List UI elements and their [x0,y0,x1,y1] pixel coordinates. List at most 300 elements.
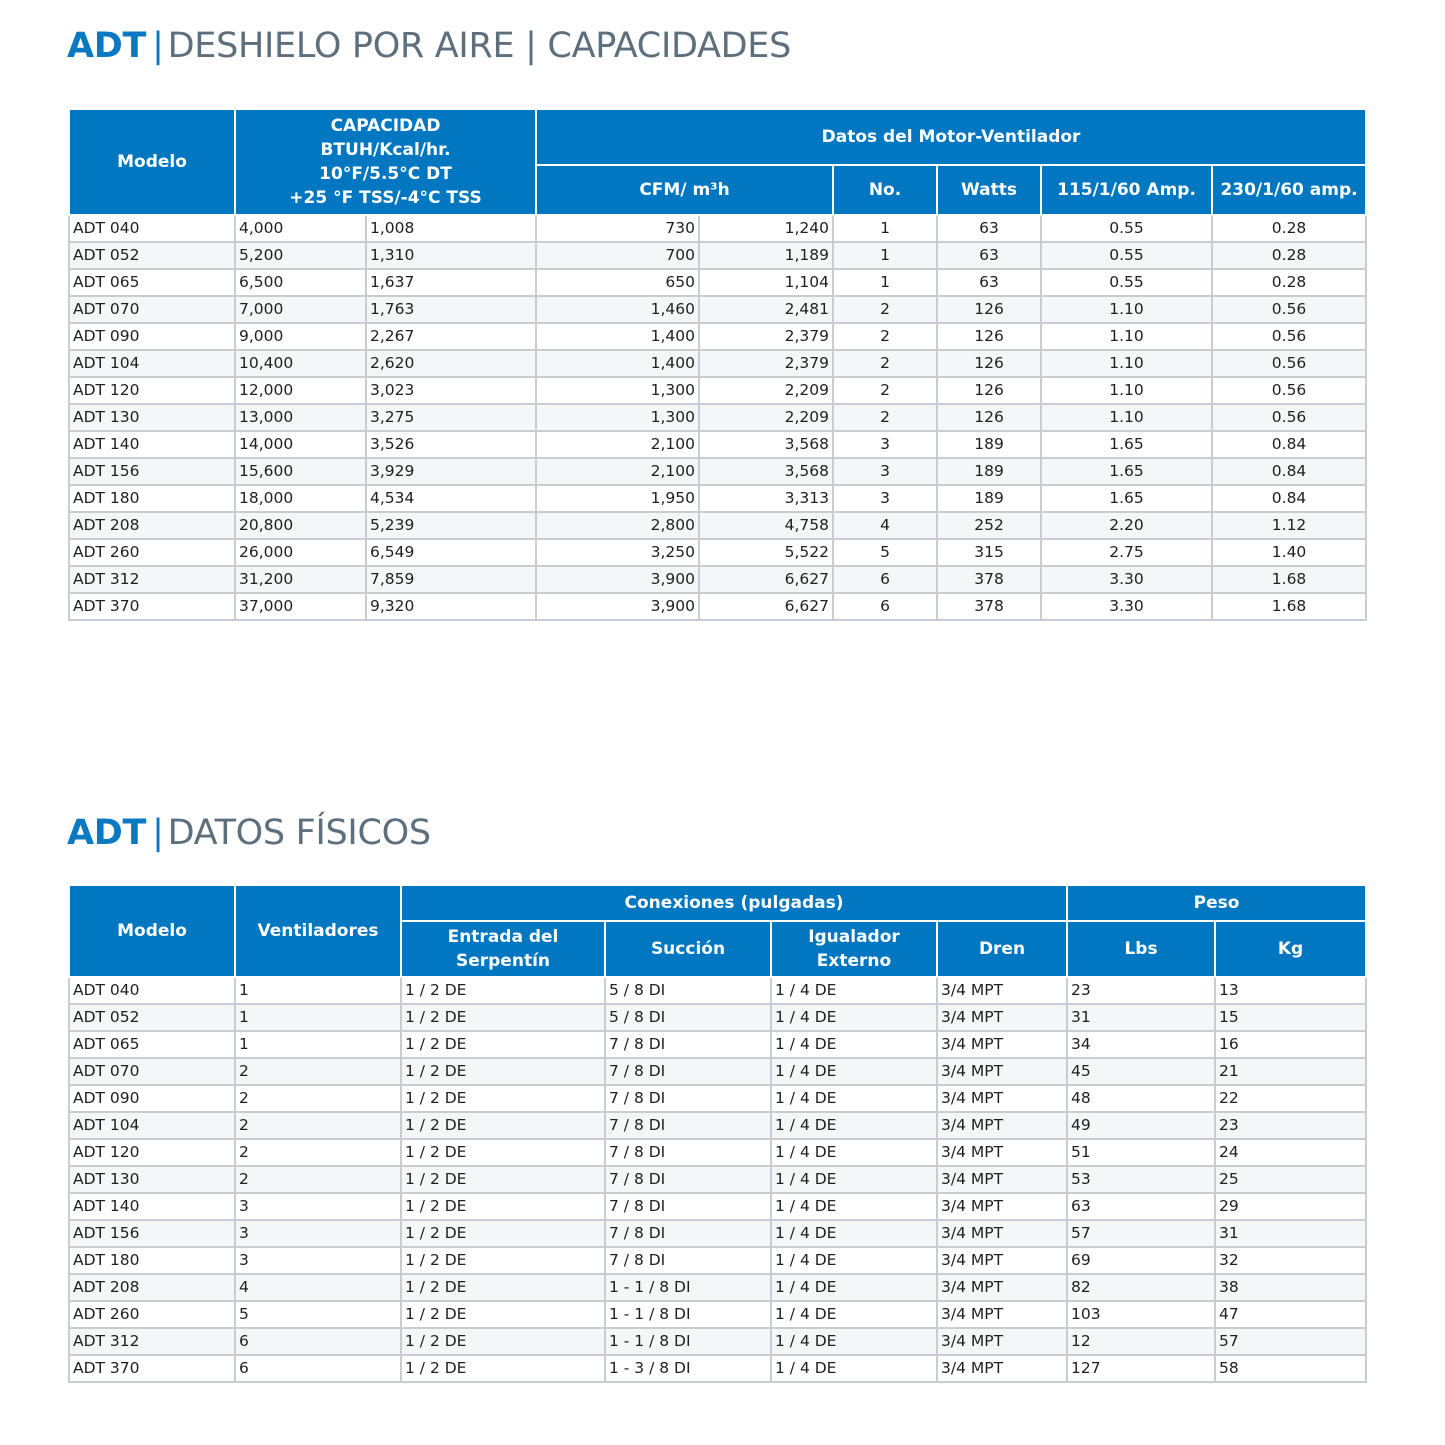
cell-kcal: 3,929 [366,458,536,485]
cell-kg: 32 [1215,1247,1366,1274]
header-igualador [771,921,937,977]
cell-watts: 63 [937,215,1041,242]
table-row [69,1139,1366,1166]
cell-no: 1 [833,215,937,242]
cell-ventiladores: 1 [235,1004,401,1031]
cell-kg: 22 [1215,1085,1366,1112]
cell-amp115: 2.75 [1041,539,1212,566]
cell-modelo: ADT 312 [69,1328,235,1355]
cell-watts: 63 [937,242,1041,269]
header-capacidad-line2: BTUH/Kcal/hr. [320,140,451,160]
cell-modelo: ADT 070 [69,296,235,323]
cell-kcal: 2,267 [366,323,536,350]
cell-amp230: 0.56 [1212,377,1366,404]
table-row [69,1193,1366,1220]
header-capacidad-line4: +25 °F TSS/-4°C TSS [289,188,482,208]
cell-watts: 252 [937,512,1041,539]
cell-lbs: 51 [1067,1139,1215,1166]
cell-modelo: ADT 120 [69,377,235,404]
cell-modelo: ADT 130 [69,1166,235,1193]
cell-dren: 3/4 MPT [937,1058,1067,1085]
cell-kg: 31 [1215,1220,1366,1247]
table-row [69,1166,1366,1193]
header-entrada-line2: Serpentín [455,951,550,971]
cell-dren: 3/4 MPT [937,977,1067,1004]
cell-amp230: 0.84 [1212,485,1366,512]
cell-amp230: 0.56 [1212,350,1366,377]
header-capacidad-line1: CAPACIDAD [330,116,441,136]
cell-lbs: 31 [1067,1004,1215,1031]
cell-succion: 1 - 1 / 8 DI [605,1301,771,1328]
cell-modelo: ADT 104 [69,1112,235,1139]
header-succion: Succión [605,921,771,977]
cell-cfm: 700 [536,242,699,269]
table-row [69,1220,1366,1247]
table-row [69,1058,1366,1085]
cell-kcal: 1,763 [366,296,536,323]
cell-cfm: 3,900 [536,566,699,593]
table-row [69,1031,1366,1058]
table-row [69,1004,1366,1031]
cell-amp230: 0.56 [1212,404,1366,431]
cell-no: 5 [833,539,937,566]
cell-m3h: 6,627 [699,593,833,620]
table-row [69,350,1366,377]
cell-m3h: 2,209 [699,377,833,404]
cell-amp230: 0.28 [1212,215,1366,242]
cell-btuh: 7,000 [235,296,366,323]
cell-kcal: 2,620 [366,350,536,377]
cell-modelo: ADT 040 [69,977,235,1004]
cell-kg: 21 [1215,1058,1366,1085]
cell-amp115: 0.55 [1041,215,1212,242]
cell-kg: 58 [1215,1355,1366,1382]
table-row [69,977,1366,1004]
table-row [69,431,1366,458]
header-dren: Dren [937,921,1067,977]
cell-modelo: ADT 052 [69,1004,235,1031]
cell-kg: 57 [1215,1328,1366,1355]
cell-amp230: 1.68 [1212,566,1366,593]
table-row [69,1085,1366,1112]
cell-m3h: 4,758 [699,512,833,539]
cell-watts: 378 [937,593,1041,620]
title-text: DESHIELO POR AIRE | CAPACIDADES [167,26,792,66]
cell-dren: 3/4 MPT [937,1139,1067,1166]
cell-lbs: 48 [1067,1085,1215,1112]
cell-succion: 7 / 8 DI [605,1058,771,1085]
cell-entrada: 1 / 2 DE [401,1166,605,1193]
cell-entrada: 1 / 2 DE [401,1085,605,1112]
cell-kg: 23 [1215,1112,1366,1139]
cell-kg: 13 [1215,977,1366,1004]
cell-lbs: 49 [1067,1112,1215,1139]
cell-dren: 3/4 MPT [937,1328,1067,1355]
header-entrada-line1: Entrada del [447,927,559,947]
cell-ventiladores: 3 [235,1220,401,1247]
cell-kg: 15 [1215,1004,1366,1031]
cell-kg: 16 [1215,1031,1366,1058]
header-modelo: Modelo [69,109,235,215]
table-row [69,1274,1366,1301]
cell-igualador: 1 / 4 DE [771,1004,937,1031]
cell-entrada: 1 / 2 DE [401,1031,605,1058]
cell-modelo: ADT 156 [69,1220,235,1247]
title-brand: ADT [67,26,147,66]
cell-m3h: 3,313 [699,485,833,512]
cell-amp230: 1.40 [1212,539,1366,566]
cell-cfm: 1,300 [536,404,699,431]
cell-modelo: ADT 090 [69,1085,235,1112]
cell-watts: 378 [937,566,1041,593]
cell-ventiladores: 5 [235,1301,401,1328]
cell-amp115: 1.10 [1041,377,1212,404]
cell-succion: 1 - 3 / 8 DI [605,1355,771,1382]
cell-modelo: ADT 140 [69,1193,235,1220]
table-row [69,377,1366,404]
cell-igualador: 1 / 4 DE [771,1112,937,1139]
cell-kg: 47 [1215,1301,1366,1328]
cell-modelo: ADT 208 [69,1274,235,1301]
cell-btuh: 20,800 [235,512,366,539]
table-row [69,242,1366,269]
cell-lbs: 45 [1067,1058,1215,1085]
cell-dren: 3/4 MPT [937,1247,1067,1274]
cell-ventiladores: 2 [235,1058,401,1085]
table-row [69,458,1366,485]
cell-amp115: 1.10 [1041,323,1212,350]
cell-ventiladores: 6 [235,1355,401,1382]
cell-dren: 3/4 MPT [937,1274,1067,1301]
cell-ventiladores: 1 [235,977,401,1004]
cell-modelo: ADT 065 [69,269,235,296]
cell-igualador: 1 / 4 DE [771,1193,937,1220]
cell-ventiladores: 4 [235,1274,401,1301]
cell-amp115: 2.20 [1041,512,1212,539]
cell-watts: 189 [937,431,1041,458]
title-separator: | [152,813,164,853]
cell-modelo: ADT 156 [69,458,235,485]
cell-btuh: 6,500 [235,269,366,296]
physical-table [68,884,1367,1383]
cell-amp115: 0.55 [1041,269,1212,296]
cell-watts: 126 [937,296,1041,323]
header-peso-group: Peso [1067,885,1366,921]
header-igualador-line2: Externo [816,951,892,971]
cell-amp115: 1.65 [1041,485,1212,512]
cell-entrada: 1 / 2 DE [401,1139,605,1166]
cell-igualador: 1 / 4 DE [771,1220,937,1247]
cell-kcal: 3,023 [366,377,536,404]
cell-watts: 126 [937,350,1041,377]
cell-amp230: 0.56 [1212,323,1366,350]
cell-ventiladores: 2 [235,1139,401,1166]
header-watts: Watts [937,165,1041,215]
cell-amp230: 0.84 [1212,431,1366,458]
cell-cfm: 3,900 [536,593,699,620]
cell-btuh: 31,200 [235,566,366,593]
cell-no: 6 [833,593,937,620]
cell-m3h: 1,189 [699,242,833,269]
cell-no: 4 [833,512,937,539]
cell-igualador: 1 / 4 DE [771,1166,937,1193]
cell-modelo: ADT 208 [69,512,235,539]
cell-m3h: 3,568 [699,431,833,458]
cell-entrada: 1 / 2 DE [401,1058,605,1085]
cell-kcal: 5,239 [366,512,536,539]
cell-igualador: 1 / 4 DE [771,1301,937,1328]
cell-succion: 7 / 8 DI [605,1139,771,1166]
cell-modelo: ADT 090 [69,323,235,350]
table-row [69,269,1366,296]
cell-amp115: 1.65 [1041,431,1212,458]
table-row [69,512,1366,539]
cell-kcal: 3,275 [366,404,536,431]
header-modelo: Modelo [69,885,235,977]
table-row [69,1355,1366,1382]
cell-btuh: 5,200 [235,242,366,269]
cell-modelo: ADT 070 [69,1058,235,1085]
header-amp230: 230/1/60 amp. [1212,165,1366,215]
cell-btuh: 4,000 [235,215,366,242]
cell-modelo: ADT 040 [69,215,235,242]
cell-entrada: 1 / 2 DE [401,1247,605,1274]
table-row [69,593,1366,620]
cell-modelo: ADT 120 [69,1139,235,1166]
header-capacidad [235,109,536,215]
cell-btuh: 26,000 [235,539,366,566]
table-row [69,1112,1366,1139]
cell-btuh: 10,400 [235,350,366,377]
cell-entrada: 1 / 2 DE [401,1274,605,1301]
cell-kg: 25 [1215,1166,1366,1193]
cell-m3h: 2,209 [699,404,833,431]
cell-kcal: 9,320 [366,593,536,620]
cell-lbs: 53 [1067,1166,1215,1193]
physical-title [67,813,431,853]
cell-watts: 189 [937,485,1041,512]
cell-cfm: 2,100 [536,431,699,458]
cell-succion: 7 / 8 DI [605,1220,771,1247]
cell-m3h: 2,481 [699,296,833,323]
cell-modelo: ADT 052 [69,242,235,269]
cell-no: 6 [833,566,937,593]
cell-kcal: 3,526 [366,431,536,458]
title-separator: | [152,26,164,66]
cell-modelo: ADT 312 [69,566,235,593]
cell-m3h: 1,240 [699,215,833,242]
cell-kcal: 1,310 [366,242,536,269]
header-motor-group: Datos del Motor-Ventilador [536,109,1366,165]
title-brand: ADT [67,813,147,853]
cell-dren: 3/4 MPT [937,1004,1067,1031]
cell-entrada: 1 / 2 DE [401,1301,605,1328]
table-row [69,1328,1366,1355]
cell-no: 1 [833,242,937,269]
cell-btuh: 9,000 [235,323,366,350]
cell-lbs: 82 [1067,1274,1215,1301]
cell-dren: 3/4 MPT [937,1220,1067,1247]
header-amp115: 115/1/60 Amp. [1041,165,1212,215]
cell-no: 2 [833,323,937,350]
cell-modelo: ADT 104 [69,350,235,377]
cell-igualador: 1 / 4 DE [771,977,937,1004]
header-conexiones-group: Conexiones (pulgadas) [401,885,1067,921]
header-entrada [401,921,605,977]
cell-btuh: 15,600 [235,458,366,485]
cell-kcal: 1,637 [366,269,536,296]
cell-cfm: 650 [536,269,699,296]
cell-no: 2 [833,296,937,323]
cell-ventiladores: 1 [235,1031,401,1058]
header-cfm: CFM/ m³h [536,165,833,215]
cell-m3h: 5,522 [699,539,833,566]
cell-igualador: 1 / 4 DE [771,1139,937,1166]
cell-amp115: 0.55 [1041,242,1212,269]
cell-dren: 3/4 MPT [937,1085,1067,1112]
cell-lbs: 34 [1067,1031,1215,1058]
table-row [69,485,1366,512]
cell-btuh: 14,000 [235,431,366,458]
cell-cfm: 1,950 [536,485,699,512]
cell-watts: 126 [937,404,1041,431]
cell-igualador: 1 / 4 DE [771,1328,937,1355]
cell-watts: 189 [937,458,1041,485]
cell-modelo: ADT 180 [69,1247,235,1274]
cell-no: 2 [833,350,937,377]
cell-lbs: 103 [1067,1301,1215,1328]
cell-dren: 3/4 MPT [937,1166,1067,1193]
cell-kg: 29 [1215,1193,1366,1220]
cell-m3h: 6,627 [699,566,833,593]
cell-succion: 7 / 8 DI [605,1085,771,1112]
cell-dren: 3/4 MPT [937,1301,1067,1328]
cell-kcal: 1,008 [366,215,536,242]
cell-entrada: 1 / 2 DE [401,977,605,1004]
cell-succion: 7 / 8 DI [605,1247,771,1274]
header-ventiladores: Ventiladores [235,885,401,977]
cell-amp115: 1.10 [1041,296,1212,323]
table-row [69,566,1366,593]
cell-succion: 7 / 8 DI [605,1166,771,1193]
cell-kcal: 6,549 [366,539,536,566]
cell-amp230: 0.56 [1212,296,1366,323]
cell-kcal: 4,534 [366,485,536,512]
table-row [69,404,1366,431]
cell-amp115: 1.65 [1041,458,1212,485]
cell-no: 2 [833,404,937,431]
cell-lbs: 57 [1067,1220,1215,1247]
cell-cfm: 3,250 [536,539,699,566]
cell-succion: 5 / 8 DI [605,1004,771,1031]
cell-ventiladores: 3 [235,1247,401,1274]
cell-modelo: ADT 260 [69,539,235,566]
table-row [69,323,1366,350]
cell-kg: 38 [1215,1274,1366,1301]
cell-cfm: 1,400 [536,323,699,350]
cell-cfm: 2,800 [536,512,699,539]
cell-kcal: 7,859 [366,566,536,593]
cell-modelo: ADT 180 [69,485,235,512]
cell-cfm: 2,100 [536,458,699,485]
cell-cfm: 1,460 [536,296,699,323]
table-row [69,1301,1366,1328]
table-row [69,1247,1366,1274]
header-igualador-line1: Igualador [808,927,900,947]
cell-no: 3 [833,431,937,458]
cell-lbs: 63 [1067,1193,1215,1220]
cell-modelo: ADT 370 [69,593,235,620]
cell-no: 3 [833,485,937,512]
cell-modelo: ADT 140 [69,431,235,458]
cell-succion: 7 / 8 DI [605,1193,771,1220]
cell-amp115: 3.30 [1041,566,1212,593]
capacities-table [68,108,1367,621]
physical-body [69,977,1366,1382]
cell-no: 3 [833,458,937,485]
cell-btuh: 18,000 [235,485,366,512]
cell-amp230: 0.28 [1212,242,1366,269]
cell-amp230: 0.28 [1212,269,1366,296]
cell-ventiladores: 3 [235,1193,401,1220]
cell-lbs: 69 [1067,1247,1215,1274]
cell-modelo: ADT 065 [69,1031,235,1058]
cell-succion: 7 / 8 DI [605,1031,771,1058]
cell-igualador: 1 / 4 DE [771,1247,937,1274]
cell-amp230: 1.12 [1212,512,1366,539]
cell-lbs: 23 [1067,977,1215,1004]
table-row [69,296,1366,323]
table-row [69,539,1366,566]
cell-watts: 63 [937,269,1041,296]
cell-igualador: 1 / 4 DE [771,1031,937,1058]
cell-succion: 7 / 8 DI [605,1112,771,1139]
cell-amp230: 0.84 [1212,458,1366,485]
cell-dren: 3/4 MPT [937,1193,1067,1220]
cell-igualador: 1 / 4 DE [771,1085,937,1112]
cell-watts: 126 [937,323,1041,350]
cell-succion: 1 - 1 / 8 DI [605,1328,771,1355]
cell-amp115: 1.10 [1041,350,1212,377]
cell-entrada: 1 / 2 DE [401,1355,605,1382]
cell-cfm: 730 [536,215,699,242]
cell-btuh: 12,000 [235,377,366,404]
header-no: No. [833,165,937,215]
header-lbs: Lbs [1067,921,1215,977]
cell-dren: 3/4 MPT [937,1355,1067,1382]
cell-igualador: 1 / 4 DE [771,1274,937,1301]
cell-dren: 3/4 MPT [937,1031,1067,1058]
cell-m3h: 3,568 [699,458,833,485]
cell-modelo: ADT 130 [69,404,235,431]
cell-amp230: 1.68 [1212,593,1366,620]
cell-modelo: ADT 260 [69,1301,235,1328]
cell-no: 1 [833,269,937,296]
cell-amp115: 3.30 [1041,593,1212,620]
cell-kg: 24 [1215,1139,1366,1166]
cell-cfm: 1,300 [536,377,699,404]
cell-lbs: 12 [1067,1328,1215,1355]
cell-m3h: 1,104 [699,269,833,296]
cell-igualador: 1 / 4 DE [771,1355,937,1382]
cell-entrada: 1 / 2 DE [401,1328,605,1355]
cell-succion: 5 / 8 DI [605,977,771,1004]
header-kg: Kg [1215,921,1366,977]
cell-dren: 3/4 MPT [937,1112,1067,1139]
cell-watts: 315 [937,539,1041,566]
cell-cfm: 1,400 [536,350,699,377]
cell-btuh: 37,000 [235,593,366,620]
